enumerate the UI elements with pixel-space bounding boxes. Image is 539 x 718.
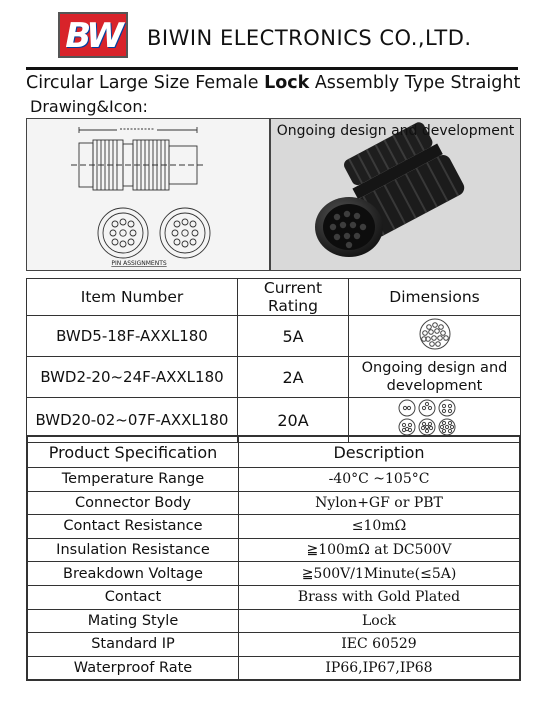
pin-layout-2-7-icon [395,398,475,438]
spec-label: Contact Resistance [27,515,239,539]
spec-value: -40°C ~105°C [239,468,521,492]
table-row [27,656,520,680]
section-subtitle: Drawing&Icon: [30,97,148,116]
items-header-row [27,279,521,316]
item-number-cell: BWD2-20~24F-AXXL180 [27,357,238,398]
product-photo [270,118,521,271]
spec-label: Breakdown Voltage [27,562,239,586]
items-table [26,278,521,443]
technical-drawing [26,118,270,271]
current-rating-cell: 5A [238,316,349,357]
dimension-cell: Ongoing design and development [349,357,521,398]
table-row [27,562,520,586]
header-current-rating: Current Rating [238,279,349,316]
spec-value: Nylon+GF or PBT [239,491,521,515]
logo-text: BW [65,16,121,56]
table-row [27,468,520,492]
header-product-specification: Product Specification [27,436,239,468]
spec-label: Waterproof Rate [27,656,239,680]
table-row [27,585,520,609]
spec-value: ≧100mΩ at DC500V [239,538,521,562]
company-logo [58,12,128,58]
header-item-number: Item Number [27,279,238,316]
header-dimensions: Dimensions [349,279,521,316]
spec-value: ≧500V/1Minute(≤5A) [239,562,521,586]
item-number-cell: BWD20-02~07F-AXXL180 [27,398,238,443]
spec-value: Brass with Gold Plated [239,585,521,609]
spec-value: IEC 60529 [239,633,521,657]
spec-label: Connector Body [27,491,239,515]
current-rating-cell: 2A [238,357,349,398]
title-part-2: Assembly Type Straight [309,73,521,93]
spec-label: Standard IP [27,633,239,657]
dimension-cell [349,316,521,357]
title-bold: Lock [264,73,310,93]
spec-label: Temperature Range [27,468,239,492]
spec-table [26,435,521,681]
header-description: Description [239,436,521,468]
spec-header-row [27,436,520,468]
spec-value: Lock [239,609,521,633]
table-row [27,491,520,515]
table-row [27,538,520,562]
header-divider [26,67,518,70]
table-row [27,316,521,357]
pin-assignment-label: PIN ASSIGNMENTS [111,260,167,267]
spec-value: IP66,IP67,IP68 [239,656,521,680]
table-row [27,357,521,398]
table-row [27,515,520,539]
spec-label: Contact [27,585,239,609]
company-name: BIWIN ELECTRONICS CO.,LTD. [147,26,472,50]
item-number-cell: BWD5-18F-AXXL180 [27,316,238,357]
table-row [27,609,520,633]
drawing-svg [27,119,269,270]
spec-label: Mating Style [27,609,239,633]
spec-label: Insulation Resistance [27,538,239,562]
photo-note: Ongoing design and development [276,123,515,139]
current-rating-cell: 20A [238,398,349,443]
page-title [26,73,520,93]
table-row [27,633,520,657]
spec-value: ≤10mΩ [239,515,521,539]
pin-layout-18-icon [415,317,455,351]
connector-photo-illustration [271,119,520,270]
title-part-1: Circular Large Size Female [26,73,265,93]
